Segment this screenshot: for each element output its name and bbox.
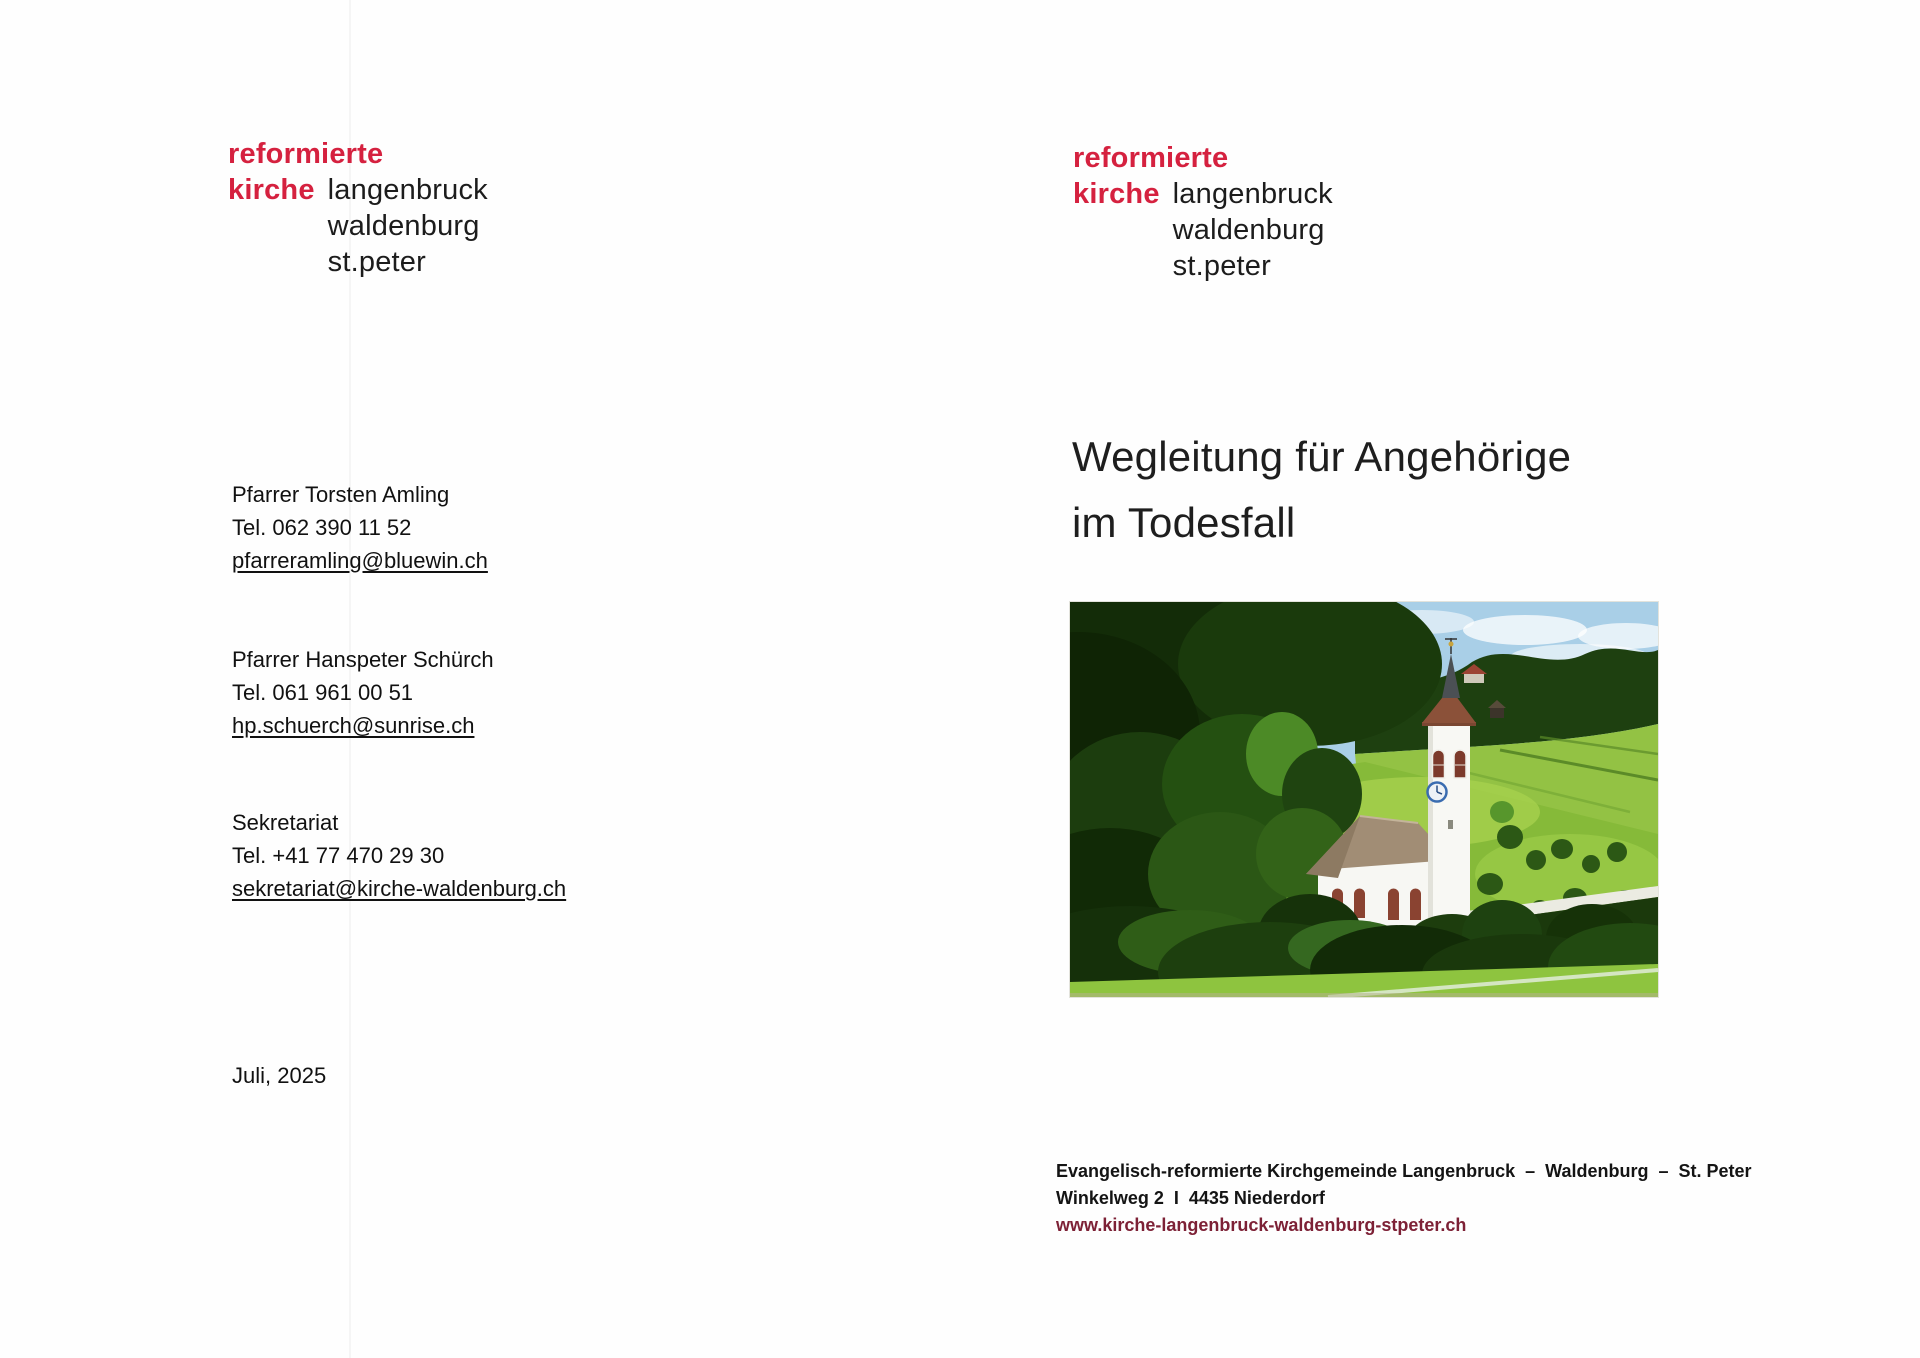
church-photo [1070,602,1658,997]
logo-place-word: langenbruck [327,174,488,206]
website-link[interactable]: www.kirche-langenbruck-waldenburg-stpeter.ch [1056,1215,1467,1235]
logo-brand-word: reformierte [1073,142,1229,174]
publication-date: Juli, 2025 [232,1063,327,1088]
logo-brand-word: reformierte [228,138,384,170]
logo-brand-word: kirche [228,174,315,206]
parish-name-line: Evangelisch-reformierte Kirchgemeinde Langenbruck – Waldenburg – St. Peter [1056,1161,1752,1181]
logo-place-word: waldenburg [327,210,480,242]
contact-name: Pfarrer Torsten Amling [232,482,450,507]
contact-email-link[interactable]: sekretariat@kirche-waldenburg.ch [232,876,567,901]
address-line: Winkelweg 2 I 4435 Niederdorf [1056,1188,1325,1208]
contact-email-link[interactable]: pfarreramling@bluewin.ch [232,548,488,573]
contact-block-sekretariat [232,806,566,905]
contact-name: Pfarrer Hanspeter Schürch [232,647,494,672]
logo-brand-word: kirche [1073,178,1160,210]
logo-place-word: st.peter [327,246,426,278]
logo-place-word: langenbruck [1172,178,1333,210]
logo-place-word: waldenburg [1172,214,1325,246]
logo-place-word: st.peter [1172,250,1271,282]
church-photo-scene [1070,602,1658,997]
church-logo [228,136,488,280]
church-logo [1073,140,1333,284]
contact-phone: Tel. +41 77 470 29 30 [232,843,445,868]
contact-phone: Tel. 062 390 11 52 [232,515,412,540]
contact-block-pfarrer-amling [232,478,488,577]
imprint-footer [1056,1158,1752,1239]
contact-name: Sekretariat [232,810,339,835]
contact-block-pfarrer-schuerch [232,643,494,742]
contact-email-link[interactable]: hp.schuerch@sunrise.ch [232,713,475,738]
contact-phone: Tel. 061 961 00 51 [232,680,414,705]
document-title [1072,424,1571,556]
title-line-2: im Todesfall [1072,499,1296,546]
title-line-1: Wegleitung für Angehörige [1072,433,1572,480]
